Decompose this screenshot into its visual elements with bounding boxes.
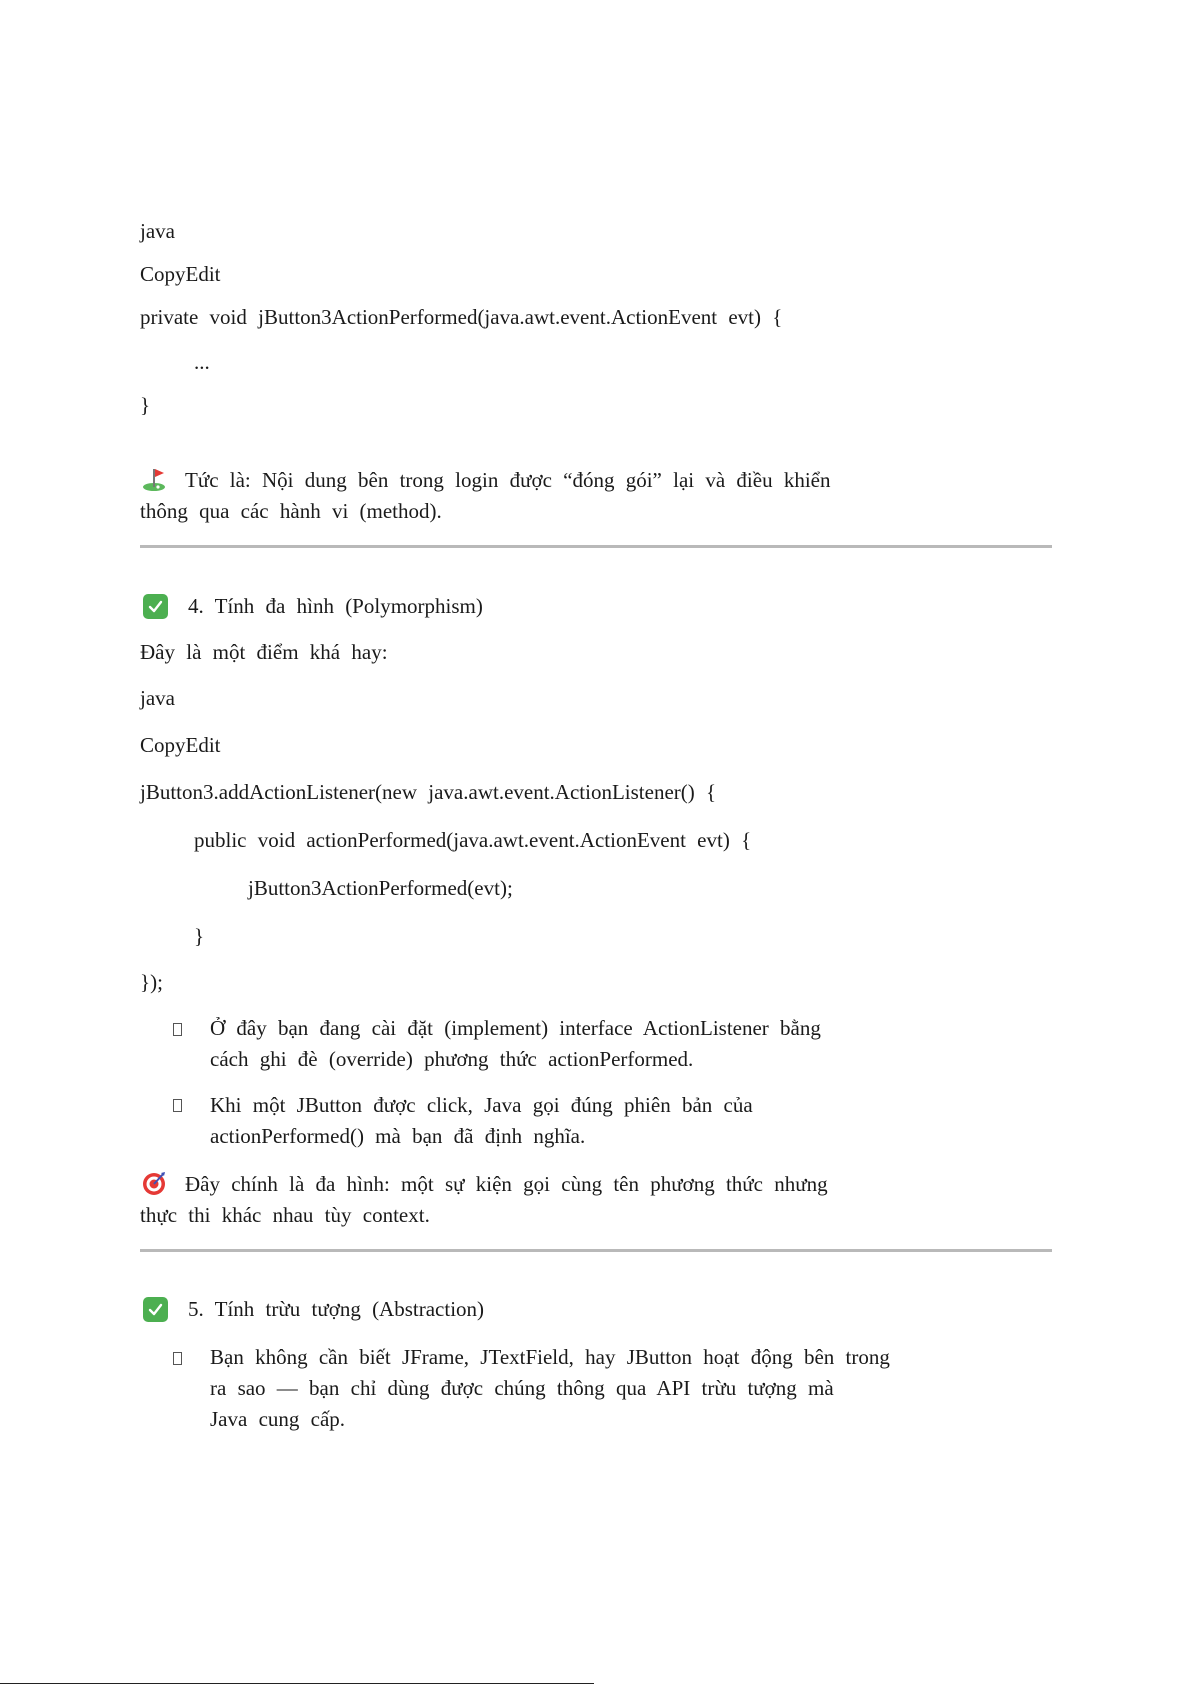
note-line: Tức là: Nội dung bên trong login được “đóng gói” lại và điều khiển	[185, 468, 831, 492]
golf-flag-icon	[141, 466, 167, 492]
copy-edit-label[interactable]: CopyEdit	[140, 733, 221, 757]
bullet-glyph-icon	[173, 1352, 182, 1365]
page-bottom-rule	[0, 1683, 594, 1684]
list-item: cách ghi đè (override) phương thức actionPerformed.	[210, 1047, 694, 1071]
note-line: thông qua các hành vi (method).	[140, 499, 442, 523]
note-line: thực thi khác nhau tùy context.	[140, 1203, 430, 1227]
code-line: }	[194, 924, 205, 948]
code-line: jButton3.addActionListener(new java.awt.event.ActionListener() {	[140, 780, 717, 804]
list-item: actionPerformed() mà bạn đã định nghĩa.	[210, 1124, 586, 1148]
copy-edit-label[interactable]: CopyEdit	[140, 262, 221, 286]
check-mark-icon	[143, 1297, 168, 1322]
code-line: public void actionPerformed(java.awt.event.ActionEvent evt) {	[194, 828, 752, 852]
list-item: Ở đây bạn đang cài đặt (implement) interface ActionListener bằng	[210, 1016, 821, 1040]
list-item: Bạn không cần biết JFrame, JTextField, hay JButton hoạt động bên trong	[210, 1345, 890, 1369]
section-heading: 4. Tính đa hình (Polymorphism)	[188, 594, 483, 618]
check-mark-icon	[143, 594, 168, 619]
list-item: Khi một JButton được click, Java gọi đúng phiên bản của	[210, 1093, 753, 1117]
list-item: ra sao — bạn chỉ dùng được chúng thông qua API trừu tượng mà	[210, 1376, 834, 1400]
code-lang-label: java	[140, 219, 175, 243]
code-lang-label: java	[140, 686, 175, 710]
code-line: jButton3ActionPerformed(evt);	[248, 876, 513, 900]
code-line: });	[140, 970, 163, 994]
code-line: private void jButton3ActionPerformed(java.awt.event.ActionEvent evt) {	[140, 305, 783, 329]
section-divider	[140, 545, 1052, 548]
code-line: }	[140, 393, 151, 417]
bullet-glyph-icon	[173, 1099, 182, 1112]
note-line: Đây chính là đa hình: một sự kiện gọi cùng tên phương thức nhưng	[185, 1172, 828, 1196]
section-divider	[140, 1249, 1052, 1252]
target-icon	[141, 1170, 167, 1196]
section-heading: 5. Tính trừu tượng (Abstraction)	[188, 1297, 485, 1321]
section-intro: Đây là một điểm khá hay:	[140, 640, 388, 664]
code-line: ...	[194, 350, 210, 374]
bullet-glyph-icon	[173, 1023, 182, 1036]
list-item: Java cung cấp.	[210, 1407, 346, 1431]
